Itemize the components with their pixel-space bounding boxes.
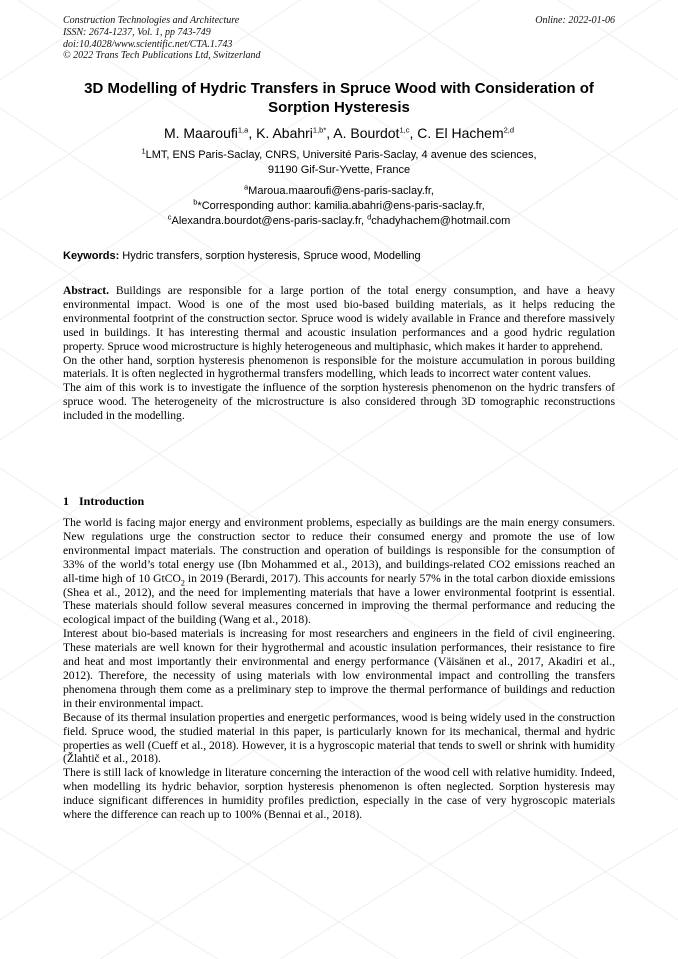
abstract-label: Abstract. [63, 284, 110, 297]
paper-title-line-2: Sorption Hysteresis [268, 98, 410, 116]
email-superscript-c: c [167, 211, 172, 221]
abstract-paragraph-3: The aim of this work is to investigate the influence of the sorption hysteresis phenomenon on the hydric transfers of spruce wood. The heterogeneity of the microstructure is also considered through 3D tomographic reconstructions included in the modelling. [63, 381, 615, 423]
section-number: 1 [63, 494, 69, 508]
author-name: M. Maaroufi [163, 125, 238, 141]
abstract-paragraph-1 [63, 284, 615, 354]
author-list [63, 124, 615, 142]
intro-text-1b: in 2019 (Berardi, 2017). This accounts for nearly 57% in the total carbon dioxide emissions (Shea et al., 2012), and the need for implementing materials that have a lower environmental footprint is essential. These materials should follow several measures concerned in improving the thermal performance and reducing the ecological impact of the building (Wang et al., 2018). [63, 571, 615, 627]
journal-doi: doi:10.4028/www.scientific.net/CTA.1.743 [63, 38, 233, 50]
author-separator: , [248, 125, 257, 141]
email-superscript-a: a [244, 182, 249, 192]
intro-paragraph-4: There is still lack of knowledge in literature concerning the interaction of the wood cell with relative humidity. Indeed, when modelling its hydric behavior, sorption hysteresis phenomenon is often neglected. Sorption hysteresis may induce significant differences in humidity profiles prediction, especially in the case of very hygroscopic materials where the difference can reach up to 100% (Bennai et al., 2018). [63, 766, 615, 822]
section-title: Introduction [79, 494, 145, 508]
author-superscript: 1,a [237, 125, 249, 135]
keywords-text: Hydric transfers, sorption hysteresis, Spruce wood, Modelling [119, 250, 421, 262]
keywords [63, 249, 615, 263]
paper-title [63, 80, 615, 117]
affiliation [63, 148, 615, 178]
online-date: Online: 2022-01-06 [535, 15, 615, 26]
email-a: Maroua.maaroufi@ens-paris-saclay.fr, [248, 185, 434, 197]
author-superscript: 2,d [503, 125, 515, 135]
author-emails [63, 184, 615, 228]
author-separator: , [326, 125, 334, 141]
intro-paragraph-1 [63, 516, 615, 627]
email-b: *Corresponding author: kamilia.abahri@ens-paris-saclay.fr, [197, 199, 485, 212]
author-name: K. Abahri [256, 125, 313, 141]
author-superscript: 1,c [399, 125, 410, 135]
intro-subscript: 2 [180, 577, 185, 587]
author-name: C. El Hachem [417, 125, 504, 141]
journal-issn: ISSN: 2674-1237, Vol. 1, pp 743-749 [63, 26, 211, 38]
email-superscript-d: d [367, 211, 372, 221]
author-separator: , [409, 125, 418, 141]
journal-name: Construction Technologies and Architecture [63, 15, 240, 26]
affiliation-line-1: LMT, ENS Paris-Saclay, CNRS, Université Paris-Saclay, 4 avenue des sciences, [145, 149, 537, 161]
email-d: chadyhachem@hotmail.com [371, 214, 511, 227]
intro-text-1a: The world is facing major energy and environment problems, especially as buildings are the main energy consumers. New regulations urge the construction sector to reduce their consumed energy and promote the use of low environmental impact materials. The construction and operation of buildings is responsible for the consumption of 33% of the world’s total energy use (Ibn Mohammed et al., 2013), and buildings-related CO2 emissions reached an all-time high of 10 GtCO [63, 516, 615, 585]
author-superscript: 1,b* [312, 125, 327, 135]
abstract-paragraph-2: On the other hand, sorption hysteresis phenomenon is responsible for the moisture accumulation in porous building materials. It is often neglected in hygrothermal transfers modelling, which leads to incorrect water content values. [63, 353, 615, 381]
affiliation-superscript: 1 [141, 146, 146, 156]
journal-copyright: © 2022 Trans Tech Publications Ltd, Switzerland [63, 50, 261, 62]
abstract [63, 284, 615, 423]
paper-title-line-1: 3D Modelling of Hydric Transfers in Spruce Wood with Consideration of [84, 80, 594, 97]
section-heading [63, 494, 144, 508]
introduction-body [63, 516, 615, 822]
keywords-label: Keywords: [63, 250, 120, 262]
email-superscript-b: b [193, 197, 198, 207]
affiliation-line-2: 91190 Gif-Sur-Yvette, France [267, 164, 411, 176]
abstract-text-1: Buildings are responsible for a large portion of the total energy consumption, and have a heavy environmental impact. Wood is one of the most used bio-based building materials, as it helps reducing the environmental footprint of the construction sector. Spruce wood is widely available in France and therefore massively used in buildings. It has interesting thermal and acoustic insulation performances and a good hydric regulation property. Spruce wood microstructure is highly heterogeneous and multiphasic, which makes it harder to apprehend. [63, 284, 615, 353]
intro-paragraph-2: Interest about bio-based materials is increasing for most researchers and engineers in the field of civil engineering. These materials are well known for their hygrothermal and acoustic insulation performances, their resistance to fire and heat and most importantly their environmental and energy performance (Väisänen et al., 2017, Akadiri et al., 2012). Therefore, the necessity of using materials with low environmental impact and controlling the transfers phenomena through them come as a preliminary step to improve the thermal performance of buildings and reduction in their environmental impact. [63, 627, 615, 710]
author-name: A. Bourdot [333, 125, 400, 141]
email-c: Alexandra.bourdot@ens-paris-saclay.fr, [171, 214, 368, 227]
intro-paragraph-3: Because of its thermal insulation properties and energetic performances, wood is being widely used in the construction field. Spruce wood, the studied material in this paper, is particularly known for its mechanical, thermal and hydric properties as well (Cueff et al., 2018). However, it is a hygroscopic material that tends to swell or shrink with humidity (Žlahtič et al., 2018). [63, 710, 615, 766]
journal-header [63, 15, 261, 62]
